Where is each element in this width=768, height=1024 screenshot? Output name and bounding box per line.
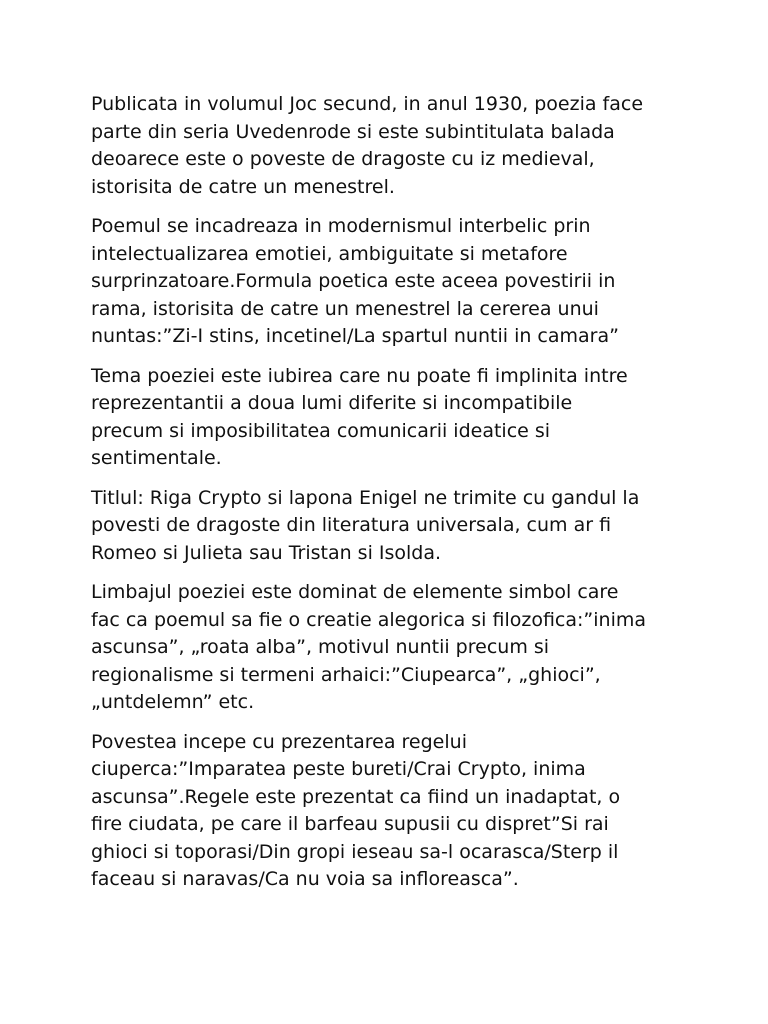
paragraph-publication: Publicata in volumul Joc secund, in anul 1930, poezia face parte din seria Uvedenrode si este subintitulata balada deoarece este o poveste de dragoste cu iz medieval, istorisita de catre un menestrel. — [91, 93, 644, 198]
paragraph-theme: Tema poeziei este iubirea care nu poate fi implinita intre reprezentantii a doua lumi diferite si incompatibile precum si imposibilitatea comunicarii ideatice si sentimentale. — [91, 364, 628, 469]
paragraph-language: Limbajul poeziei este dominat de elemente simbol care fac ca poemul sa fie o creatie alegorica si filozofica:”inima ascunsa”, „roata alba”, motivul nuntii precum si regionalisme si termeni arhaici:”Ciupearca”, „ghioci”, „untdelemn” etc. — [91, 581, 647, 713]
paragraph-modernism: Poemul se incadreaza in modernismul interbelic prin intelectualizarea emotiei, ambiguitate si metafore surprinzatoare.Formula poetica este aceea povestirii in rama, istorisita de catre un menestrel la cererea unui nuntas:”Zi-I stins, incetinel/La spartul nuntii in camara” — [91, 215, 619, 347]
paragraph-title: Titlul: Riga Crypto si lapona Enigel ne trimite cu gandul la povesti de dragoste din literatura universala, cum ar fi Romeo si Julieta sau Tristan si Isolda. — [91, 486, 640, 564]
document-body — [91, 91, 681, 906]
paragraph-story: Povestea incepe cu prezentarea regelui ciuperca:”Imparatea peste bureti/Crai Crypto, inima ascunsa”.Regele este prezentat ca fiind un inadaptat, o fire ciudata, pe care il barfeau supusii cu dispret”Si rai ghioci si toporasi/Din gropi ieseau sa-l ocarasca/Sterp il faceau si naravas/Ca nu voia sa infloreasca”. — [91, 730, 621, 890]
